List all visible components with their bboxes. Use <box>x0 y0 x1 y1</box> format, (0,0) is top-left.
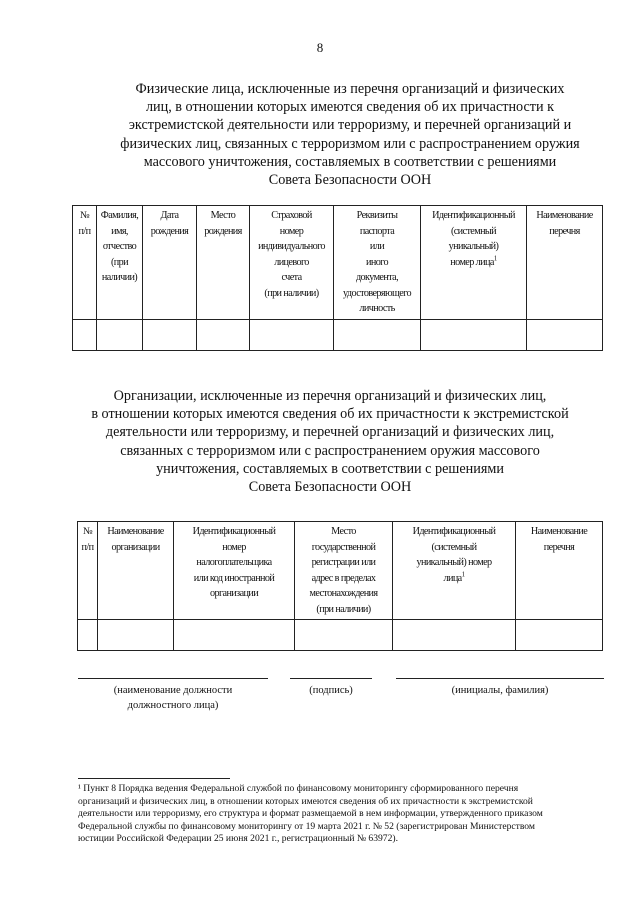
table-row <box>78 620 603 651</box>
footnote-line: организаций и физических лиц, в отношении которых имеются сведения об их причастности к экстремистской <box>78 795 533 807</box>
organizations-heading <box>60 387 600 496</box>
heading-line: физических лиц, связанных с терроризмом или с распространением оружия <box>120 135 580 152</box>
col-unique-id: Идентификационный (системный уникальный) номер лица$^1$ <box>421 206 527 320</box>
heading-line: Физические лица, исключенные из перечня организаций и физических <box>135 81 565 97</box>
table-header-row <box>73 206 603 320</box>
footnote-line: ¹ Пункт 8 Порядка ведения Федеральной службой по финансовому мониторингу сформированного перечня <box>78 783 519 794</box>
table-cell <box>516 620 603 651</box>
heading-line: уничтожения, составляемых в соответствии с решениями <box>156 460 504 477</box>
table-cell <box>295 620 393 651</box>
table-cell <box>197 319 250 350</box>
table-cell <box>527 319 603 350</box>
table-cell <box>334 319 421 350</box>
table-cell <box>174 620 295 651</box>
col-birth-place: Место рождения <box>197 206 250 320</box>
table-cell <box>73 319 97 350</box>
col-passport-details: Реквизиты паспорта или иного документа, удостоверяющего личность <box>334 206 421 320</box>
col-number: № п/п <box>78 522 98 620</box>
footnote-separator <box>78 778 230 779</box>
signature-line <box>290 678 372 679</box>
footnote-line: Федеральной службы по финансовому мониторингу от 19 марта 2021 г. № 52 (зарегистрирован Министерством <box>78 820 535 832</box>
table-cell <box>78 620 98 651</box>
table-cell <box>421 319 527 350</box>
individuals-table <box>72 205 603 351</box>
col-unique-id: Идентификационный (системный уникальный) номер лица$^1$ <box>393 522 516 620</box>
table-header-row <box>78 522 603 620</box>
position-signature-line <box>78 678 268 679</box>
footnote-line: деятельности или терроризму, его структура и формат размещаемой в нем информации, утвержденного приказом <box>78 808 543 819</box>
col-registration-place: Место государственной регистрации или адрес в пределах местонахождения (при наличии) <box>295 522 393 620</box>
heading-line: экстремистской деятельности или терроризму, и перечней организаций и <box>128 117 572 134</box>
page-number: 8 <box>316 40 324 55</box>
col-insurance-number: Страховой номер индивидуального лицевого счета (при наличии) <box>250 206 334 320</box>
footnote <box>78 783 606 846</box>
heading-line: массового уничтожения, составляемых в соответствии с решениями <box>143 153 557 170</box>
table-cell <box>393 620 516 651</box>
heading-line: Совета Безопасности ООН <box>268 172 432 189</box>
footnote-ref: 1 <box>493 254 497 263</box>
heading-line: деятельности или терроризму, и перечней организаций и физических лиц, <box>105 424 555 441</box>
col-birth-date: Дата рождения <box>143 206 197 320</box>
heading-line: связанных с терроризмом или с распространением оружия массового <box>120 442 540 459</box>
name-label: (инициалы, фамилия) <box>451 685 549 696</box>
table-cell <box>250 319 334 350</box>
col-list-name: Наименование перечня <box>516 522 603 620</box>
table-cell <box>143 319 197 350</box>
heading-line: лиц, в отношении которых имеются сведения об их причастности к <box>145 99 555 116</box>
col-org-name: Наименование организации <box>98 522 174 620</box>
heading-line: в отношении которых имеются сведения об их причастности к экстремистской <box>91 406 569 423</box>
table-row <box>73 319 603 350</box>
col-full-name: Фамилия, имя, отчество (при наличии) <box>97 206 143 320</box>
organizations-table <box>77 521 603 651</box>
table-cell <box>98 620 174 651</box>
table-cell <box>97 319 143 350</box>
footnote-line: юстиции Российской Федерации 25 июня 2021 г., регистрационный № 63972). <box>78 833 398 844</box>
col-list-name: Наименование перечня <box>527 206 603 320</box>
position-label: (наименование должности должностного лица) <box>113 685 233 711</box>
heading-line: Организации, исключенные из перечня организаций и физических лиц, <box>113 388 547 404</box>
individuals-heading <box>70 80 630 189</box>
footnote-ref: 1 <box>461 570 465 579</box>
signature-label: (подпись) <box>309 685 353 696</box>
col-number: № п/п <box>73 206 97 320</box>
heading-line: Совета Безопасности ООН <box>248 479 412 496</box>
col-taxpayer-id: Идентификационный номер налогоплательщика или код иностранной организации <box>174 522 295 620</box>
name-signature-line <box>396 678 604 679</box>
